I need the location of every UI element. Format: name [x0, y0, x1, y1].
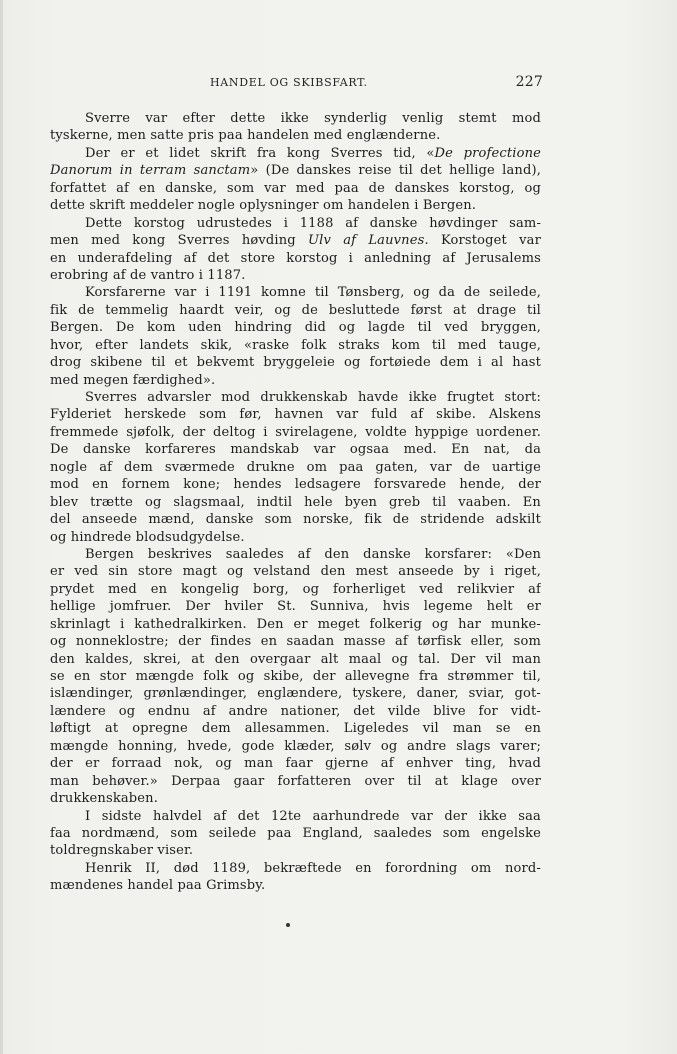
text-line: nogle af dem sværmede drukne om paa gaten, var de uartige	[50, 459, 541, 475]
text-fragment: men med kong Sverres høvding	[50, 233, 309, 249]
text-line: Sverres advarsler mod drukkenskab havde ikke frugtet stort:	[85, 390, 541, 405]
text-line: hellige jomfruer. Der hviler St. Sunniva, hvis legeme helt er	[50, 599, 541, 615]
text-line: dette skrift meddeler nogle oplysninger om handelen i Bergen.	[50, 198, 477, 214]
text-fragment: Der er et lidet skrift fra kong Sverres tid, «	[85, 145, 435, 161]
text-line: forfattet af en danske, som var med paa de danskes korstog, og	[50, 180, 541, 196]
text-line: Bergen beskrives saaledes af den danske korsfarer: «Den	[85, 546, 541, 562]
text-line: Fylderiet herskede som før, havnen var fuld af skibe. Alskens	[50, 407, 541, 423]
text-line: prydet med en kongelig borg, og forherliget ved relikvier af	[50, 581, 541, 597]
text-line: tyskerne, men satte pris paa handelen med englænderne.	[50, 128, 441, 144]
page-left-edge	[0, 0, 3, 1054]
text-line: man behøver.» Derpaa gaar forfatteren over til at klage over	[50, 773, 541, 789]
text-line: I sidste halvdel af det 12te aarhundrede var der ikke saa	[85, 808, 541, 824]
page-mark-dot	[286, 923, 290, 927]
text-line: Dette korstog udrustedes i 1188 af danske høvdinger sam-	[85, 215, 541, 231]
text-line: islændinger, grønlændinger, englændere, tyskere, daner, sviar, got-	[50, 686, 541, 702]
italic-title-fragment: Danorum in terram sanctam	[50, 163, 251, 179]
text-line: se en stor mængde folk og skibe, der allevegne fra strømmer til,	[50, 669, 541, 684]
text-line: løftigt at opregne dem allesammen. Ligeledes vil man se en	[50, 721, 541, 737]
page-header	[50, 74, 543, 94]
text-line: toldregnskaber viser.	[50, 843, 194, 859]
text-line: og hindrede blodsudgydelse.	[50, 529, 245, 545]
text-line: De danske korfareres mandskab var ogsaa med. En nat, da	[50, 442, 541, 458]
text-line: drog skibene til et bekvemt bryggeleie og fortøiede dem i al hast	[50, 355, 541, 371]
text-line: og nonneklostre; der findes en saadan masse af tørfisk eller, som	[50, 634, 541, 650]
text-line: fremmede sjøfolk, der deltog i svirelagene, voldte hyppige uordener.	[50, 424, 541, 440]
text-line: hvor, efter landets skik, «raske folk straks kom til med tauge,	[50, 337, 541, 353]
text-line: erobring af de vantro i 1187.	[50, 267, 246, 283]
italic-title-fragment: De profectione	[434, 145, 541, 161]
text-line: fik de temmelig haardt veir, og de besluttede først at drage til	[50, 302, 541, 318]
italic-name-fragment: Ulv af Lauvnes	[308, 233, 425, 249]
text-line: en underafdeling af det store korstog i anledning af Jerusalems	[50, 250, 541, 266]
running-title: HANDEL OG SKIBSFART.	[210, 76, 368, 89]
page-number: 227	[515, 74, 543, 90]
text-fragment: . Korstoget var	[424, 233, 541, 249]
text-line: skrinlagt i kathedralkirken. Den er meget folkerig og har munke-	[50, 616, 541, 632]
text-line: Bergen. De kom uden hindring did og lagde til ved bryggen,	[50, 320, 541, 336]
text-line: blev trætte og slagsmaal, indtil hele byen greb til vaaben. En	[50, 494, 541, 510]
text-line: mændenes handel paa Grimsby.	[50, 878, 266, 894]
body-text	[50, 110, 541, 895]
text-line: Korsfarerne var i 1191 komne til Tønsberg, og da de seilede,	[85, 285, 541, 301]
text-fragment: » (De danskes reise til det hellige land),	[250, 163, 541, 179]
text-line: mængde honning, hvede, gode klæder, sølv og andre slags varer;	[50, 738, 541, 754]
text-line	[50, 162, 541, 179]
text-line: den kaldes, skrei, at den overgaar alt maal og tal. Der vil man	[50, 651, 541, 667]
text-line	[50, 145, 541, 162]
text-line	[50, 232, 541, 249]
text-line: med megen færdighed».	[50, 372, 216, 388]
text-line: faa nordmænd, som seilede paa England, saaledes som engelske	[50, 825, 541, 841]
text-line: drukkenskaben.	[50, 791, 159, 807]
text-line: Henrik II, død 1189, bekræftede en forordning om nord-	[85, 860, 541, 876]
text-line: Sverre var efter dette ikke synderlig venlig stemt mod	[85, 111, 541, 126]
text-line: mod en fornem kone; hendes ledsagere forsvarede hende, der	[50, 477, 541, 493]
text-line: lændere og endnu af andre nationer, det vilde blive for vidt-	[50, 703, 541, 719]
text-line: del anseede mænd, danske som norske, fik de stridende adskilt	[50, 512, 541, 528]
text-line: er ved sin store magt og velstand den mest anseede by i riget,	[50, 564, 541, 580]
text-line: der er forraad nok, og man faar gjerne af enhver ting, hvad	[50, 756, 541, 772]
